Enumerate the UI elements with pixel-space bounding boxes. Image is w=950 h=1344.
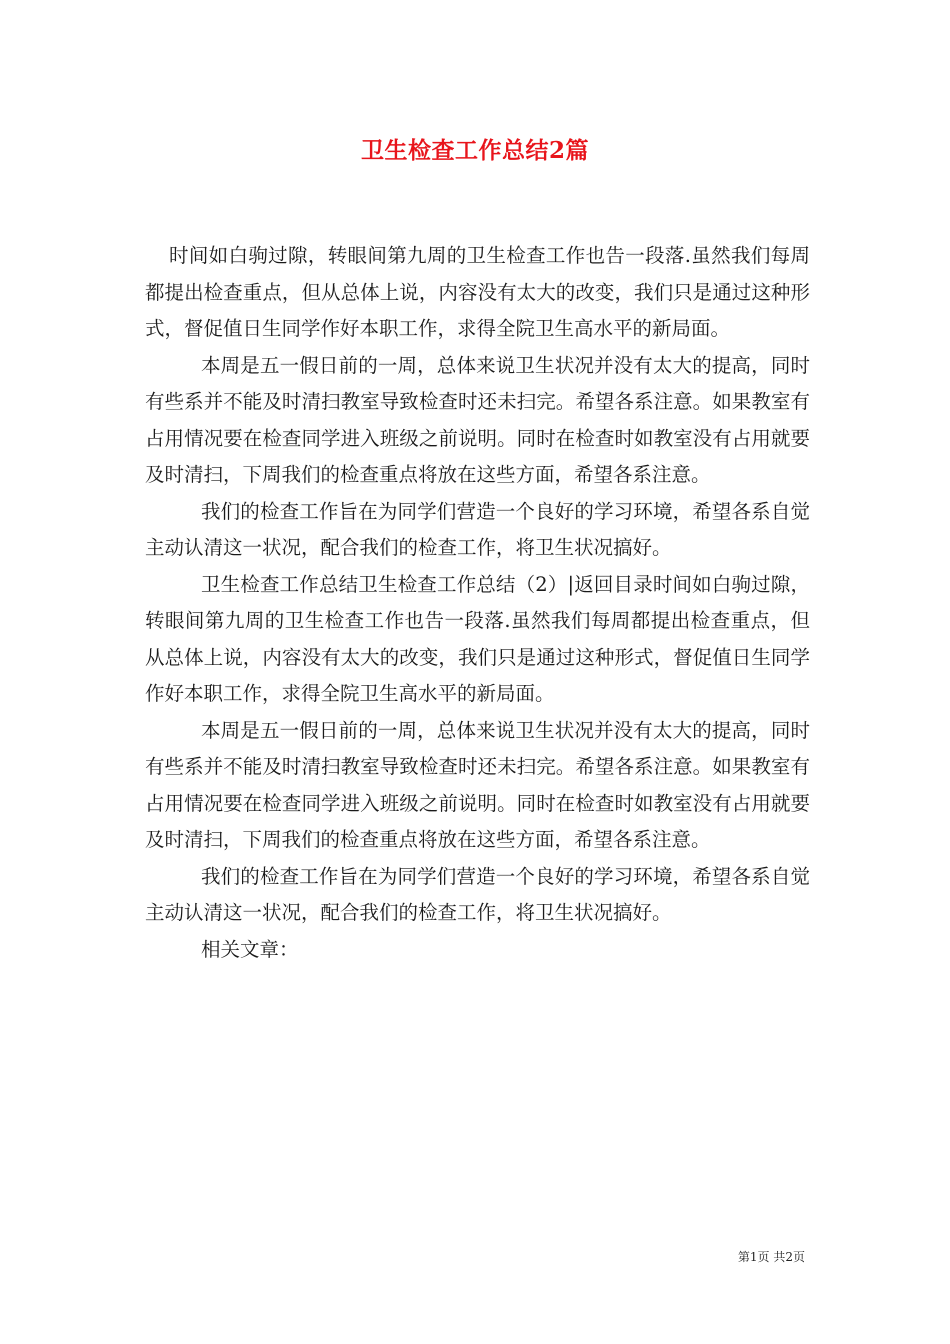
paragraph: 我们的检查工作旨在为同学们营造一个良好的学习环境，希望各系自觉主动认清这一状况，配合我们的检查工作，将卫生状况搞好。 [145,864,810,924]
related-articles-label: 相关文章： [201,937,299,961]
paragraph: 卫生检查工作总结卫生检查工作总结（2）|返回目录时间如白驹过隙，转眼间第九周的卫生检查工作也告一段落.虽然我们每周都提出检查重点，但从总体上说，内容没有太大的改变，我们只是通过这种形式，督促值日生同学作好本职工作，求得全院卫生高水平的新局面。 [145,572,810,705]
paragraph: 我们的检查工作旨在为同学们营造一个良好的学习环境，希望各系自觉主动认清这一状况，配合我们的检查工作，将卫生状况搞好。 [145,499,810,559]
paragraph: 时间如白驹过隙，转眼间第九周的卫生检查工作也告一段落.虽然我们每周都提出检查重点，但从总体上说，内容没有太大的改变，我们只是通过这种形式，督促值日生同学作好本职工作，求得全院卫生高水平的新局面。 [145,244,810,340]
paragraph: 本周是五一假日前的一周，总体来说卫生状况并没有太大的提高，同时有些系并不能及时清扫教室导致检查时还未扫完。希望各系注意。如果教室有占用情况要在检查同学进入班级之前说明。同时在检查时如教室没有占用就要及时清扫，下周我们的检查重点将放在这些方面，希望各系注意。 [145,353,810,486]
page-number: 第1页 共2页 [737,1250,805,1264]
paragraph: 本周是五一假日前的一周，总体来说卫生状况并没有太大的提高，同时有些系并不能及时清扫教室导致检查时还未扫完。希望各系注意。如果教室有占用情况要在检查同学进入班级之前说明。同时在检查时如教室没有占用就要及时清扫，下周我们的检查重点将放在这些方面，希望各系注意。 [145,718,810,851]
document-body [145,238,810,968]
document-title: 卫生检查工作总结2篇 [360,137,589,164]
